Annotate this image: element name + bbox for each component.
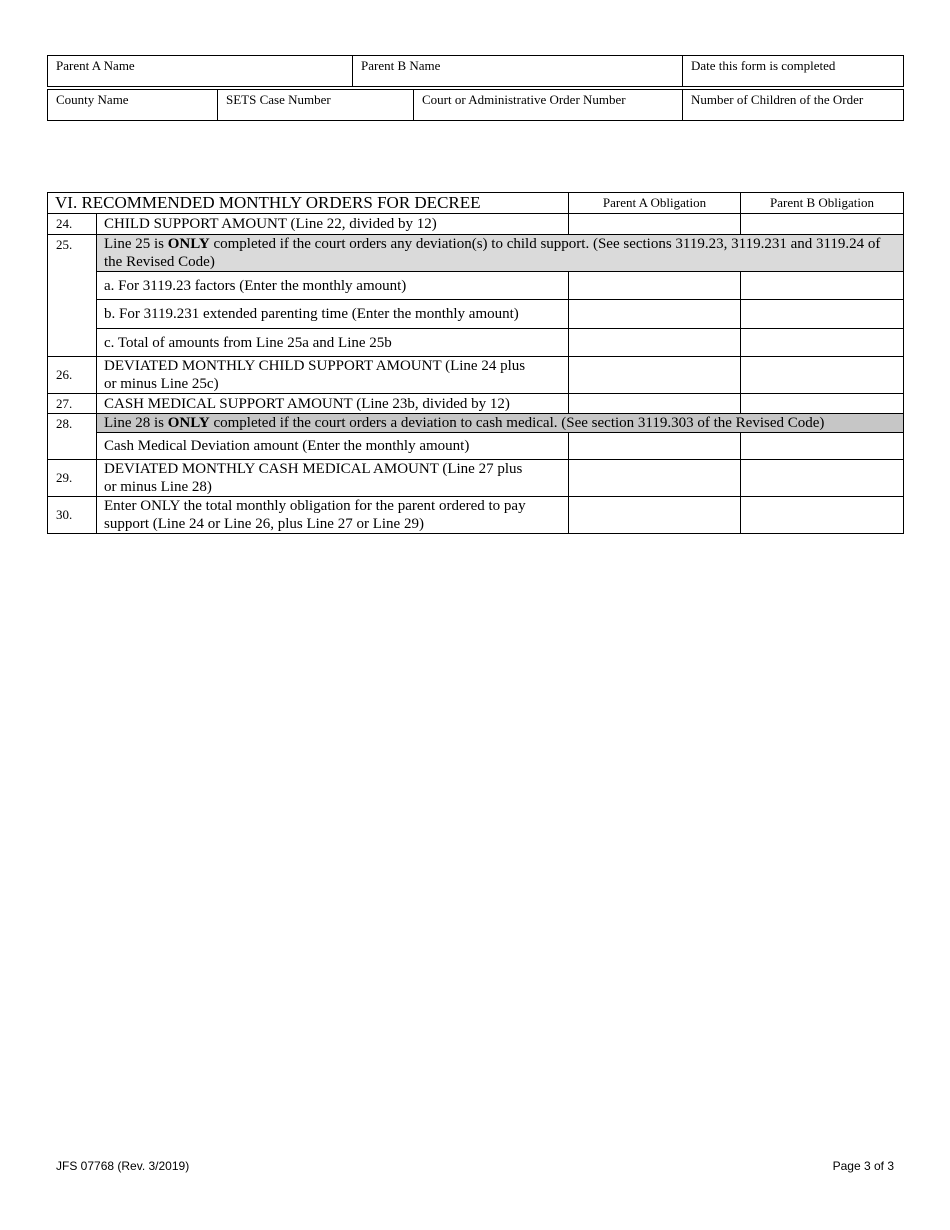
line-25c-parent-b-input[interactable] (741, 329, 904, 357)
line-25a-label: a. For 3119.23 factors (Enter the monthly amount) (97, 272, 569, 300)
line-25b-row (48, 300, 904, 329)
parent-a-name-field[interactable] (48, 56, 353, 87)
parent-a-obligation-header: Parent A Obligation (569, 193, 741, 214)
line-25a-row (48, 272, 904, 300)
line-26-number: 26. (48, 357, 97, 394)
number-of-children-label: Number of Children of the Order (691, 92, 864, 107)
sets-case-number-label: SETS Case Number (226, 92, 331, 107)
county-name-field[interactable] (48, 90, 218, 121)
sets-case-number-field[interactable] (218, 90, 414, 121)
line-28-number: 28. (48, 414, 97, 460)
line-24-row (48, 214, 904, 235)
line-29-parent-a-input[interactable] (569, 460, 741, 497)
line-24-parent-b-input[interactable] (741, 214, 904, 235)
section-header-row (48, 193, 904, 214)
line-30-label-2: support (Line 24 or Line 26, plus Line 27 or Line 29) (104, 516, 424, 532)
page-number: Page 3 of 3 (832, 1159, 894, 1173)
court-order-number-label: Court or Administrative Order Number (422, 92, 626, 107)
line-26-row (48, 357, 904, 394)
line-29-label-2: or minus Line 28) (104, 479, 212, 495)
line-26-label-1: DEVIATED MONTHLY CHILD SUPPORT AMOUNT (Line 24 plus (104, 358, 526, 374)
parent-b-obligation-header: Parent B Obligation (741, 193, 904, 214)
line-29-row (48, 460, 904, 497)
line-24-parent-a-input[interactable] (569, 214, 741, 235)
line-25b-parent-b-input[interactable] (741, 300, 904, 329)
line-30-label (97, 497, 569, 534)
line-25a-parent-a-input[interactable] (569, 272, 741, 300)
header-table-row1 (47, 55, 904, 87)
line-28-sub-label: Cash Medical Deviation amount (Enter the monthly amount) (97, 433, 569, 460)
section-title: VI. RECOMMENDED MONTHLY ORDERS FOR DECREE (48, 193, 569, 214)
line-29-parent-b-input[interactable] (741, 460, 904, 497)
line-30-label-1: Enter ONLY the total monthly obligation for the parent ordered to pay (104, 498, 526, 514)
line-30-parent-a-input[interactable] (569, 497, 741, 534)
date-completed-field[interactable] (683, 56, 904, 87)
line-29-label-1: DEVIATED MONTHLY CASH MEDICAL AMOUNT (Line 27 plus (104, 461, 523, 477)
parent-a-name-label: Parent A Name (56, 58, 135, 73)
line-25-number: 25. (48, 235, 97, 357)
line-25-instruction-post: completed if the court orders any deviation(s) to child support. (See sections 3119.23, 3119.231 and 3119.24 of the Revised Code) (104, 236, 881, 270)
county-name-label: County Name (56, 92, 129, 107)
parent-b-name-label: Parent B Name (361, 58, 441, 73)
line-27-number: 27. (48, 394, 97, 414)
line-25c-parent-a-input[interactable] (569, 329, 741, 357)
recommended-orders-table (47, 192, 904, 534)
line-27-row (48, 394, 904, 414)
line-30-number: 30. (48, 497, 97, 534)
line-26-parent-b-input[interactable] (741, 357, 904, 394)
form-id: JFS 07768 (Rev. 3/2019) (56, 1159, 190, 1173)
line-28-parent-b-input[interactable] (741, 433, 904, 460)
line-25a-parent-b-input[interactable] (741, 272, 904, 300)
line-29-number: 29. (48, 460, 97, 497)
line-28-row (48, 414, 904, 433)
line-25-instruction-bold: ONLY (167, 236, 210, 252)
line-27-parent-b-input[interactable] (741, 394, 904, 414)
line-25c-label: c. Total of amounts from Line 25a and Line 25b (97, 329, 569, 357)
parent-b-name-field[interactable] (353, 56, 683, 87)
line-25-row (48, 235, 904, 272)
line-24-label: CHILD SUPPORT AMOUNT (Line 22, divided by 12) (97, 214, 569, 235)
number-of-children-field[interactable] (683, 90, 904, 121)
line-28-instruction-post: completed if the court orders a deviation to cash medical. (See section 3119.303 of the Revised Code) (209, 415, 825, 431)
line-28-instruction-pre: Line 28 is (104, 415, 168, 431)
line-30-row (48, 497, 904, 534)
header-table-row2 (47, 89, 904, 121)
line-25b-label: b. For 3119.231 extended parenting time (Enter the monthly amount) (97, 300, 569, 329)
court-order-number-field[interactable] (414, 90, 683, 121)
line-25-instruction-pre: Line 25 is (104, 236, 168, 252)
line-26-parent-a-input[interactable] (569, 357, 741, 394)
line-25c-row (48, 329, 904, 357)
line-27-label: CASH MEDICAL SUPPORT AMOUNT (Line 23b, divided by 12) (97, 394, 569, 414)
line-25-instruction (97, 235, 904, 272)
line-26-label (97, 357, 569, 394)
line-30-parent-b-input[interactable] (741, 497, 904, 534)
line-26-label-2: or minus Line 25c) (104, 376, 219, 392)
line-29-label (97, 460, 569, 497)
date-completed-label: Date this form is completed (691, 58, 836, 73)
line-28-sub-row (48, 433, 904, 460)
line-28-parent-a-input[interactable] (569, 433, 741, 460)
line-27-parent-a-input[interactable] (569, 394, 741, 414)
line-24-number: 24. (48, 214, 97, 235)
line-25b-parent-a-input[interactable] (569, 300, 741, 329)
line-28-instruction (97, 414, 904, 433)
line-28-instruction-bold: ONLY (167, 415, 210, 431)
